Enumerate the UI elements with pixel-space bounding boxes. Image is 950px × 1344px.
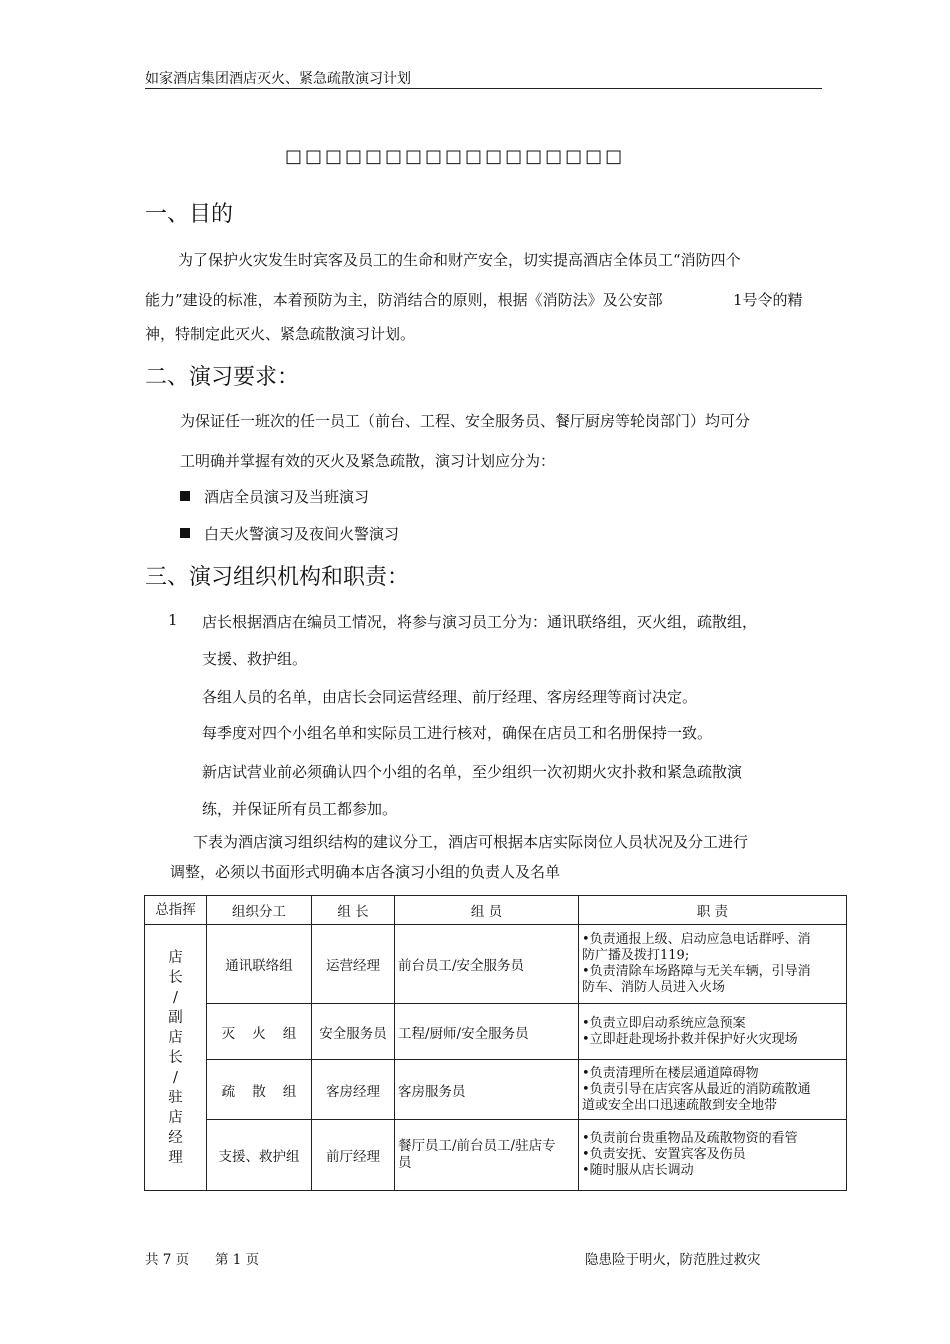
group-cell: 支援、救护组 xyxy=(207,1120,312,1191)
square-bullet-icon xyxy=(180,528,190,538)
running-header: 如家酒店集团酒店灭火、紧急疏散演习计划 xyxy=(145,71,411,87)
footer-slogan: 隐患险于明火，防范胜过救灾 xyxy=(585,1252,761,1268)
section-2-bullet-2: 白天火警演习及夜间火警演习 xyxy=(180,523,399,544)
duties-cell: •负责清理所在楼层通道障碍物 •负责引导在店宾客从最近的消防疏散通 道或安全出口迅速疏散到安全地带 xyxy=(579,1060,847,1120)
section-1-line-2b: 1号令的精 xyxy=(733,291,803,309)
commander-cell: 店 长 / 副 店 长 / 驻 店 经 理 xyxy=(145,925,207,1191)
members-cell: 客房服务员 xyxy=(395,1060,579,1120)
table-row xyxy=(145,925,847,1004)
table-row xyxy=(145,1004,847,1060)
header-rule xyxy=(145,88,822,89)
section-3-line-3: 各组人员的名单，由店长会同运营经理、前厅经理、客房经理等商讨决定。 xyxy=(202,688,698,706)
leader-cell: 运营经理 xyxy=(312,925,395,1004)
duties-cell: •负责通报上级、启动应急电话群呼、消 防广播及拨打119; •负责清除车场路障与无关车辆，引导消 防车、消防人员进入火场 xyxy=(579,925,847,1004)
header-commander: 总指挥 xyxy=(145,896,207,925)
page-total: 共 7 页 xyxy=(145,1252,190,1268)
section-3-line-7: 下表为酒店演习组织结构的建议分工，酒店可根据本店实际岗位人员状况及分工进行 xyxy=(193,833,749,851)
group-cell: 通讯联络组 xyxy=(207,925,312,1004)
group-cell: 灭 火 组 xyxy=(207,1004,312,1060)
organization-table xyxy=(144,895,847,1191)
header-duties: 职 责 xyxy=(579,896,847,925)
table-header-row xyxy=(145,896,847,925)
section-3-line-5: 新店试营业前必须确认四个小组的名单，至少组织一次初期火灾扑救和紧急疏散演 xyxy=(202,763,743,781)
header-group: 组织分工 xyxy=(207,896,312,925)
leader-cell: 前厅经理 xyxy=(312,1120,395,1191)
section-1-line-2: 能力”建设的标准，本着预防为主，防消结合的原则，根据《消防法》及公安部 xyxy=(145,291,663,309)
section-2-line-1: 为保证任一班次的任一员工（前台、工程、安全服务员、餐厅厨房等轮岗部门）均可分 xyxy=(180,412,751,430)
leader-cell: 安全服务员 xyxy=(312,1004,395,1060)
document-title: □□□□□□□□□□□□□□□□□ xyxy=(285,146,626,167)
header-leader: 组 长 xyxy=(312,896,395,925)
section-3-line-6: 练，并保证所有员工都参加。 xyxy=(202,800,398,818)
duties-cell: •负责立即启动系统应急预案 •立即赶赴现场扑救并保护好火灾现场 xyxy=(579,1004,847,1060)
group-cell: 疏 散 组 xyxy=(207,1060,312,1120)
section-1-line-3: 神，特制定此灭火、紧急疏散演习计划。 xyxy=(145,325,416,343)
table-row xyxy=(145,1120,847,1191)
duties-cell: •负责前台贵重物品及疏散物资的看管 •负责安抚、安置宾客及伤员 •随时服从店长调动 xyxy=(579,1120,847,1191)
header-members: 组 员 xyxy=(395,896,579,925)
page-number: 第 1 页 xyxy=(215,1252,260,1268)
section-1-heading: 一、目的 xyxy=(145,202,234,227)
members-cell: 餐厅员工/前台员工/驻店专 员 xyxy=(395,1120,579,1191)
members-cell: 工程/厨师/安全服务员 xyxy=(395,1004,579,1060)
section-1-line-1: 为了保护火灾发生时宾客及员工的生命和财产安全，切实提高酒店全体员工“消防四个 xyxy=(178,251,741,269)
section-2-line-2: 工明确并掌握有效的灭火及紧急疏散，演习计划应分为： xyxy=(180,452,556,470)
section-3-line-4: 每季度对四个小组名单和实际员工进行核对，确保在店员工和名册保持一致。 xyxy=(202,724,713,742)
section-3-line-1: 店长根据酒店在编员工情况，将参与演习员工分为：通讯联络组，灭火组，疏散组， xyxy=(202,613,758,631)
section-3-line-8: 调整，必须以书面形式明确本店各演习小组的负责人及名单 xyxy=(170,863,561,881)
section-2-heading: 二、演习要求： xyxy=(145,365,300,390)
square-bullet-icon xyxy=(180,491,190,501)
members-cell: 前台员工/安全服务员 xyxy=(395,925,579,1004)
section-2-bullet-1: 酒店全员演习及当班演习 xyxy=(180,486,369,507)
section-3-item-number: 1 xyxy=(168,611,178,629)
leader-cell: 客房经理 xyxy=(312,1060,395,1120)
table-row xyxy=(145,1060,847,1120)
section-3-line-2: 支援、救护组。 xyxy=(202,650,308,668)
section-3-heading: 三、演习组织机构和职责： xyxy=(145,565,410,590)
